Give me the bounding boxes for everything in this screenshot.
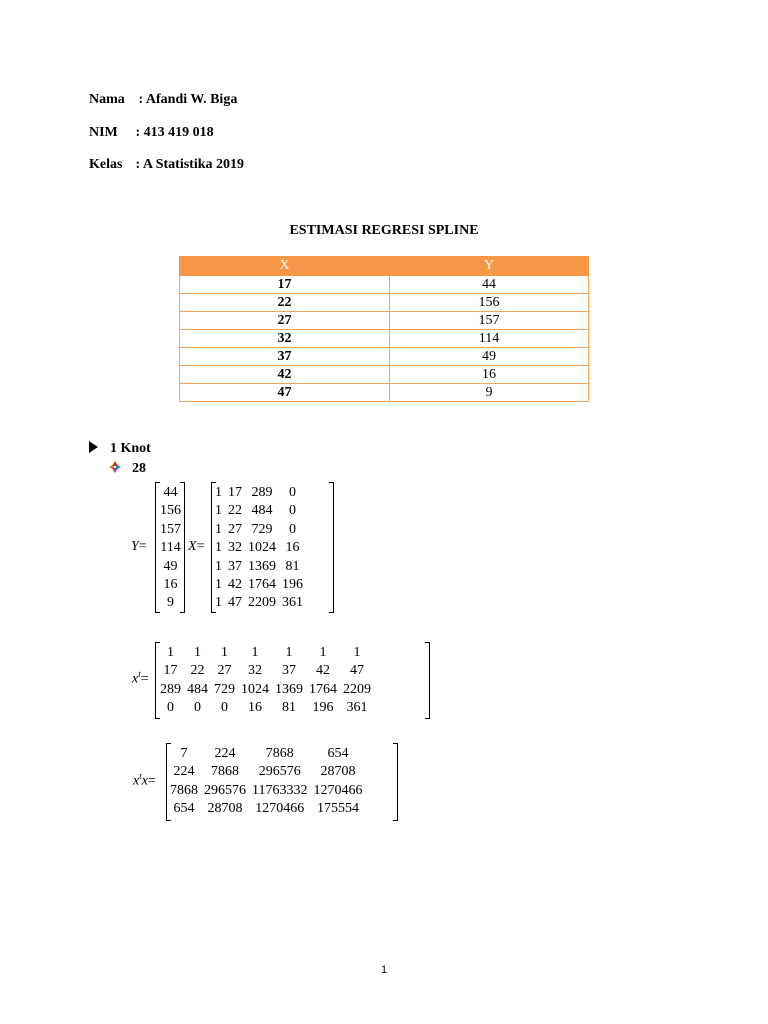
xtx-matrix-row (167, 782, 365, 800)
x-matrix-right-bracket (329, 482, 334, 613)
x-value-cell: 17 (180, 276, 390, 294)
x-matrix-cell: 42 (228, 577, 242, 593)
y-matrix-cell: 44 (163, 485, 178, 500)
x-matrix-row (212, 521, 306, 539)
x-matrix-row (212, 539, 306, 557)
x-matrix-cell: 1369 (248, 558, 276, 574)
x-matrix-cell: 1 (215, 540, 222, 556)
x-value-cell: 22 (180, 294, 390, 312)
table-header-x: X (180, 257, 390, 276)
xt-matrix-cell: 1369 (275, 681, 303, 697)
x-matrix-cell: 22 (228, 503, 242, 519)
x-matrix-cell: 1 (215, 485, 222, 500)
x-matrix-cell: 16 (285, 540, 300, 556)
y-value-cell: 156 (390, 294, 589, 312)
xt-matrix (157, 644, 374, 718)
x-matrix-row (212, 576, 306, 594)
x-matrix-row (212, 502, 306, 520)
xt-matrix-cell: 1024 (241, 681, 269, 697)
x-matrix-cell: 0 (289, 503, 296, 519)
equals-sign: = (147, 773, 156, 789)
x-matrix-cell: 0 (289, 521, 296, 537)
equals-sign: = (196, 539, 205, 554)
x-matrix-cell: 289 (251, 485, 273, 500)
xt-matrix-cell: 0 (194, 700, 201, 716)
y-matrix-cell: 156 (160, 503, 181, 519)
y-value-cell: 16 (390, 366, 589, 384)
x-matrix-row (212, 484, 306, 502)
student-name-row (89, 92, 237, 108)
x-symbol: x (141, 773, 148, 789)
xtx-matrix-cell: 224 (214, 746, 236, 761)
xtx-matrix-cell: 28708 (320, 764, 356, 780)
x-equation-label (188, 539, 204, 555)
xt-matrix-right-bracket (425, 642, 430, 719)
x-matrix-row (212, 558, 306, 576)
xt-matrix-cell: 27 (217, 663, 232, 679)
table-row (180, 294, 589, 312)
xt-matrix-cell: 196 (312, 700, 334, 716)
x-value-cell: 42 (180, 366, 390, 384)
name-value: : Afandi W. Biga (138, 92, 238, 107)
xt-matrix-cell: 0 (167, 700, 174, 716)
xt-equation-label (132, 669, 149, 688)
equals-sign: = (140, 671, 149, 687)
x-symbol: X (188, 539, 197, 554)
table-row (180, 330, 589, 348)
name-label: Nama (89, 92, 125, 107)
xtx-matrix-cell: 7 (180, 746, 188, 761)
xtx-matrix-cell: 7868 (170, 782, 198, 798)
xt-matrix-cell: 2209 (343, 681, 371, 697)
xt-symbol: x (133, 773, 140, 789)
x-matrix-cell: 81 (285, 558, 300, 574)
x-value-cell: 27 (180, 312, 390, 330)
x-matrix-cell: 1 (215, 595, 222, 611)
xtx-matrix (167, 745, 365, 819)
xt-matrix-cell: 1 (194, 645, 201, 660)
arrow-bullet-icon (89, 441, 98, 453)
xtx-matrix-cell: 28708 (207, 801, 243, 817)
student-class-row (89, 157, 244, 173)
x-matrix-cell: 729 (251, 521, 273, 537)
y-value-cell: 114 (390, 330, 589, 348)
x-matrix-cell: 47 (228, 595, 242, 611)
knot-value-item (109, 461, 146, 477)
x-matrix-cell: 1 (215, 558, 222, 574)
x-matrix-cell: 196 (282, 577, 303, 593)
xtx-matrix-cell: 11763332 (252, 782, 308, 798)
x-matrix-cell: 484 (251, 503, 273, 519)
page-number: 1 (380, 964, 388, 976)
x-matrix-cell: 37 (228, 558, 242, 574)
y-matrix-cell: 49 (163, 558, 178, 574)
xt-matrix-cell: 484 (187, 681, 208, 697)
y-matrix-cell: 157 (160, 521, 181, 537)
transpose-superscript: t (138, 669, 141, 679)
xt-matrix-cell: 16 (248, 700, 262, 716)
xtx-matrix-cell: 296576 (204, 782, 246, 798)
table-row (180, 312, 589, 330)
x-value-cell: 37 (180, 348, 390, 366)
xt-matrix-cell: 289 (160, 681, 181, 697)
transpose-superscript: t (139, 771, 142, 781)
xtx-matrix-row (167, 800, 365, 818)
document-title: ESTIMASI REGRESI SPLINE (289, 223, 479, 238)
xt-matrix-row (157, 662, 374, 680)
xtx-matrix-cell: 7868 (265, 746, 294, 761)
x-matrix-cell: 17 (228, 485, 242, 500)
xtx-matrix-cell: 296576 (258, 764, 301, 780)
nim-label: NIM (89, 125, 118, 140)
xt-symbol: x (132, 671, 139, 687)
y-value-cell: 49 (390, 348, 589, 366)
knot-section-heading (89, 441, 151, 457)
x-matrix-cell: 361 (282, 595, 303, 611)
xt-matrix-cell: 32 (248, 663, 262, 679)
y-symbol: Y (131, 539, 139, 554)
x-value-cell: 47 (180, 384, 390, 402)
x-value-cell: 32 (180, 330, 390, 348)
y-value-cell: 9 (390, 384, 589, 402)
xtx-matrix-cell: 654 (173, 801, 195, 817)
class-label: Kelas (89, 157, 123, 172)
y-value-cell: 44 (390, 276, 589, 294)
xtx-matrix-cell: 224 (173, 764, 195, 780)
x-matrix-cell: 32 (228, 540, 242, 556)
xt-matrix-cell: 1 (221, 645, 228, 660)
xt-matrix-cell: 1764 (309, 681, 337, 697)
xt-matrix-row (157, 681, 374, 699)
student-nim-row (89, 125, 214, 141)
y-matrix-right-bracket (180, 482, 185, 613)
table-row (180, 348, 589, 366)
knot-value-text: 28 (132, 461, 146, 476)
xt-matrix-cell: 0 (221, 700, 228, 716)
data-table (179, 256, 589, 402)
xtx-matrix-cell: 1270466 (313, 782, 363, 798)
x-matrix-cell: 1764 (248, 577, 276, 593)
xt-matrix-cell: 22 (190, 663, 205, 679)
y-matrix-cell: 9 (167, 595, 174, 611)
x-matrix-cell: 1 (215, 503, 222, 519)
xt-matrix-cell: 81 (282, 700, 296, 716)
x-matrix-cell: 1024 (248, 540, 276, 556)
table-row (180, 276, 589, 294)
table-header-y: Y (390, 257, 589, 276)
x-matrix-cell: 0 (289, 485, 296, 500)
y-matrix-cell: 16 (163, 577, 178, 593)
xt-matrix-cell: 17 (163, 663, 178, 679)
xtx-matrix-right-bracket (393, 743, 398, 821)
table-header-row (180, 257, 589, 276)
class-value: : A Statistika 2019 (135, 157, 245, 172)
xt-matrix-row (157, 644, 374, 662)
x-matrix-row (212, 594, 306, 612)
equals-sign: = (138, 539, 147, 554)
xt-matrix-cell: 37 (282, 663, 296, 679)
xtx-matrix-cell: 1270466 (255, 801, 305, 817)
x-matrix-cell: 2209 (248, 595, 276, 611)
xt-matrix-cell: 1 (167, 645, 174, 660)
x-matrix-cell: 1 (215, 521, 222, 537)
x-matrix (212, 484, 306, 613)
y-equation-label (131, 539, 147, 555)
xtx-matrix-cell: 175554 (316, 801, 359, 817)
xt-matrix-cell: 729 (214, 681, 235, 697)
nim-value: : 413 419 018 (135, 125, 214, 140)
diamond-bullet-icon (109, 461, 121, 473)
y-matrix-cell: 114 (160, 540, 181, 556)
xt-matrix-cell: 1 (285, 645, 293, 660)
y-value-cell: 157 (390, 312, 589, 330)
xtx-matrix-row (167, 745, 365, 763)
xt-matrix-row (157, 699, 374, 717)
xt-matrix-cell: 1 (353, 645, 361, 660)
xt-matrix-cell: 361 (346, 700, 368, 716)
table-row (180, 366, 589, 384)
xtx-equation-label (133, 771, 156, 790)
xtx-matrix-row (167, 763, 365, 781)
table-row (180, 384, 589, 402)
x-matrix-cell: 27 (228, 521, 242, 537)
xtx-matrix-cell: 654 (327, 746, 349, 761)
xt-matrix-cell: 47 (350, 663, 364, 679)
knot-heading-text: 1 Knot (110, 441, 151, 456)
xt-matrix-cell: 1 (319, 645, 327, 660)
xt-matrix-cell: 42 (316, 663, 330, 679)
xt-matrix-cell: 1 (251, 645, 259, 660)
x-matrix-cell: 1 (215, 577, 222, 593)
xtx-matrix-cell: 7868 (211, 764, 239, 780)
